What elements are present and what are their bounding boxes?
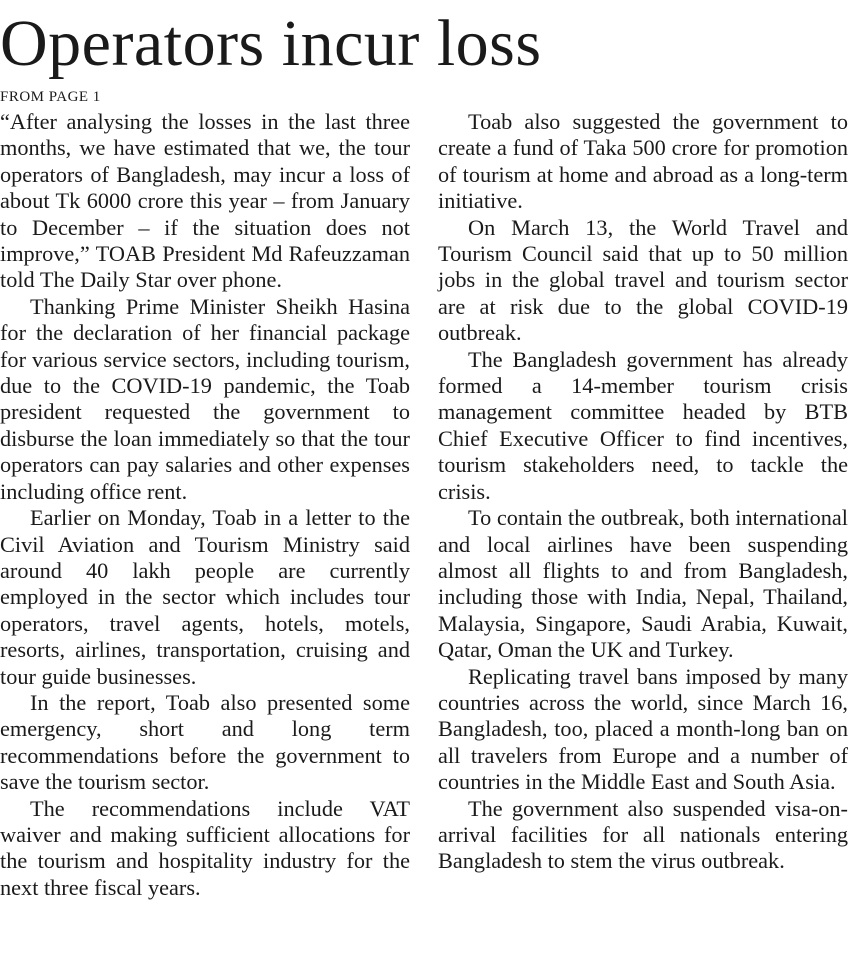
paragraph: Thanking Prime Minister Sheikh Hasina for the declaration of her financial package for various service sectors, including tourism, due to the COVID-19 pandemic, the Toab president requested the government to disburse the loan immediately so that the tour operators can pay salaries and other expenses including office rent.	[0, 293, 410, 504]
paragraph: The government also suspended visa-on-arrival facilities for all nationals entering Bangladesh to stem the virus outbreak.	[438, 795, 848, 874]
paragraph: On March 13, the World Travel and Tourism Council said that up to 50 million jobs in the global travel and tourism sector are at risk due to the global COVID-19 outbreak.	[438, 214, 848, 346]
paragraph: Replicating travel bans imposed by many countries across the world, since March 16, Bangladesh, too, placed a month-long ban on all travelers from Europe and a number of countries in the Middle East and South Asia.	[438, 663, 848, 795]
left-column	[0, 109, 410, 901]
right-column	[438, 109, 848, 875]
paragraph: To contain the outbreak, both international and local airlines have been suspending almost all flights to and from Bangladesh, including those with India, Nepal, Thailand, Malaysia, Singapore, Saudi Arabia, Kuwait, Qatar, Oman the UK and Turkey.	[438, 505, 848, 663]
paragraph: The recommendations include VAT waiver and making sufficient allocations for the tourism and hospitality industry for the next three fiscal years.	[0, 795, 410, 900]
headline: Operators incur loss	[0, 7, 542, 80]
paragraph: Earlier on Monday, Toab in a letter to the Civil Aviation and Tourism Ministry said around 40 lakh people are currently employed in the sector which includes tour operators, travel agents, hotels, motels, resorts, airlines, transportation, cruising and tour guide businesses.	[0, 505, 410, 689]
paragraph: “After analysing the losses in the last three months, we have estimated that we, the tour operators of Bangladesh, may incur a loss of about Tk 6000 crore this year – from January to December – if the situation does not improve,” TOAB President Md Rafeuzzaman told The Daily Star over phone.	[0, 109, 410, 293]
paragraph: In the report, Toab also presented some emergency, short and long term recommendations before the government to save the tourism sector.	[0, 689, 410, 795]
paragraph: The Bangladesh government has already formed a 14-member tourism crisis management committee headed by BTB Chief Executive Officer to find incentives, tourism stakeholders need, to tackle the crisis.	[438, 346, 848, 504]
paragraph: Toab also suggested the government to create a fund of Taka 500 crore for promotion of tourism at home and abroad as a long-term initiative.	[438, 109, 848, 214]
jump-line: FROM PAGE 1	[0, 89, 101, 105]
